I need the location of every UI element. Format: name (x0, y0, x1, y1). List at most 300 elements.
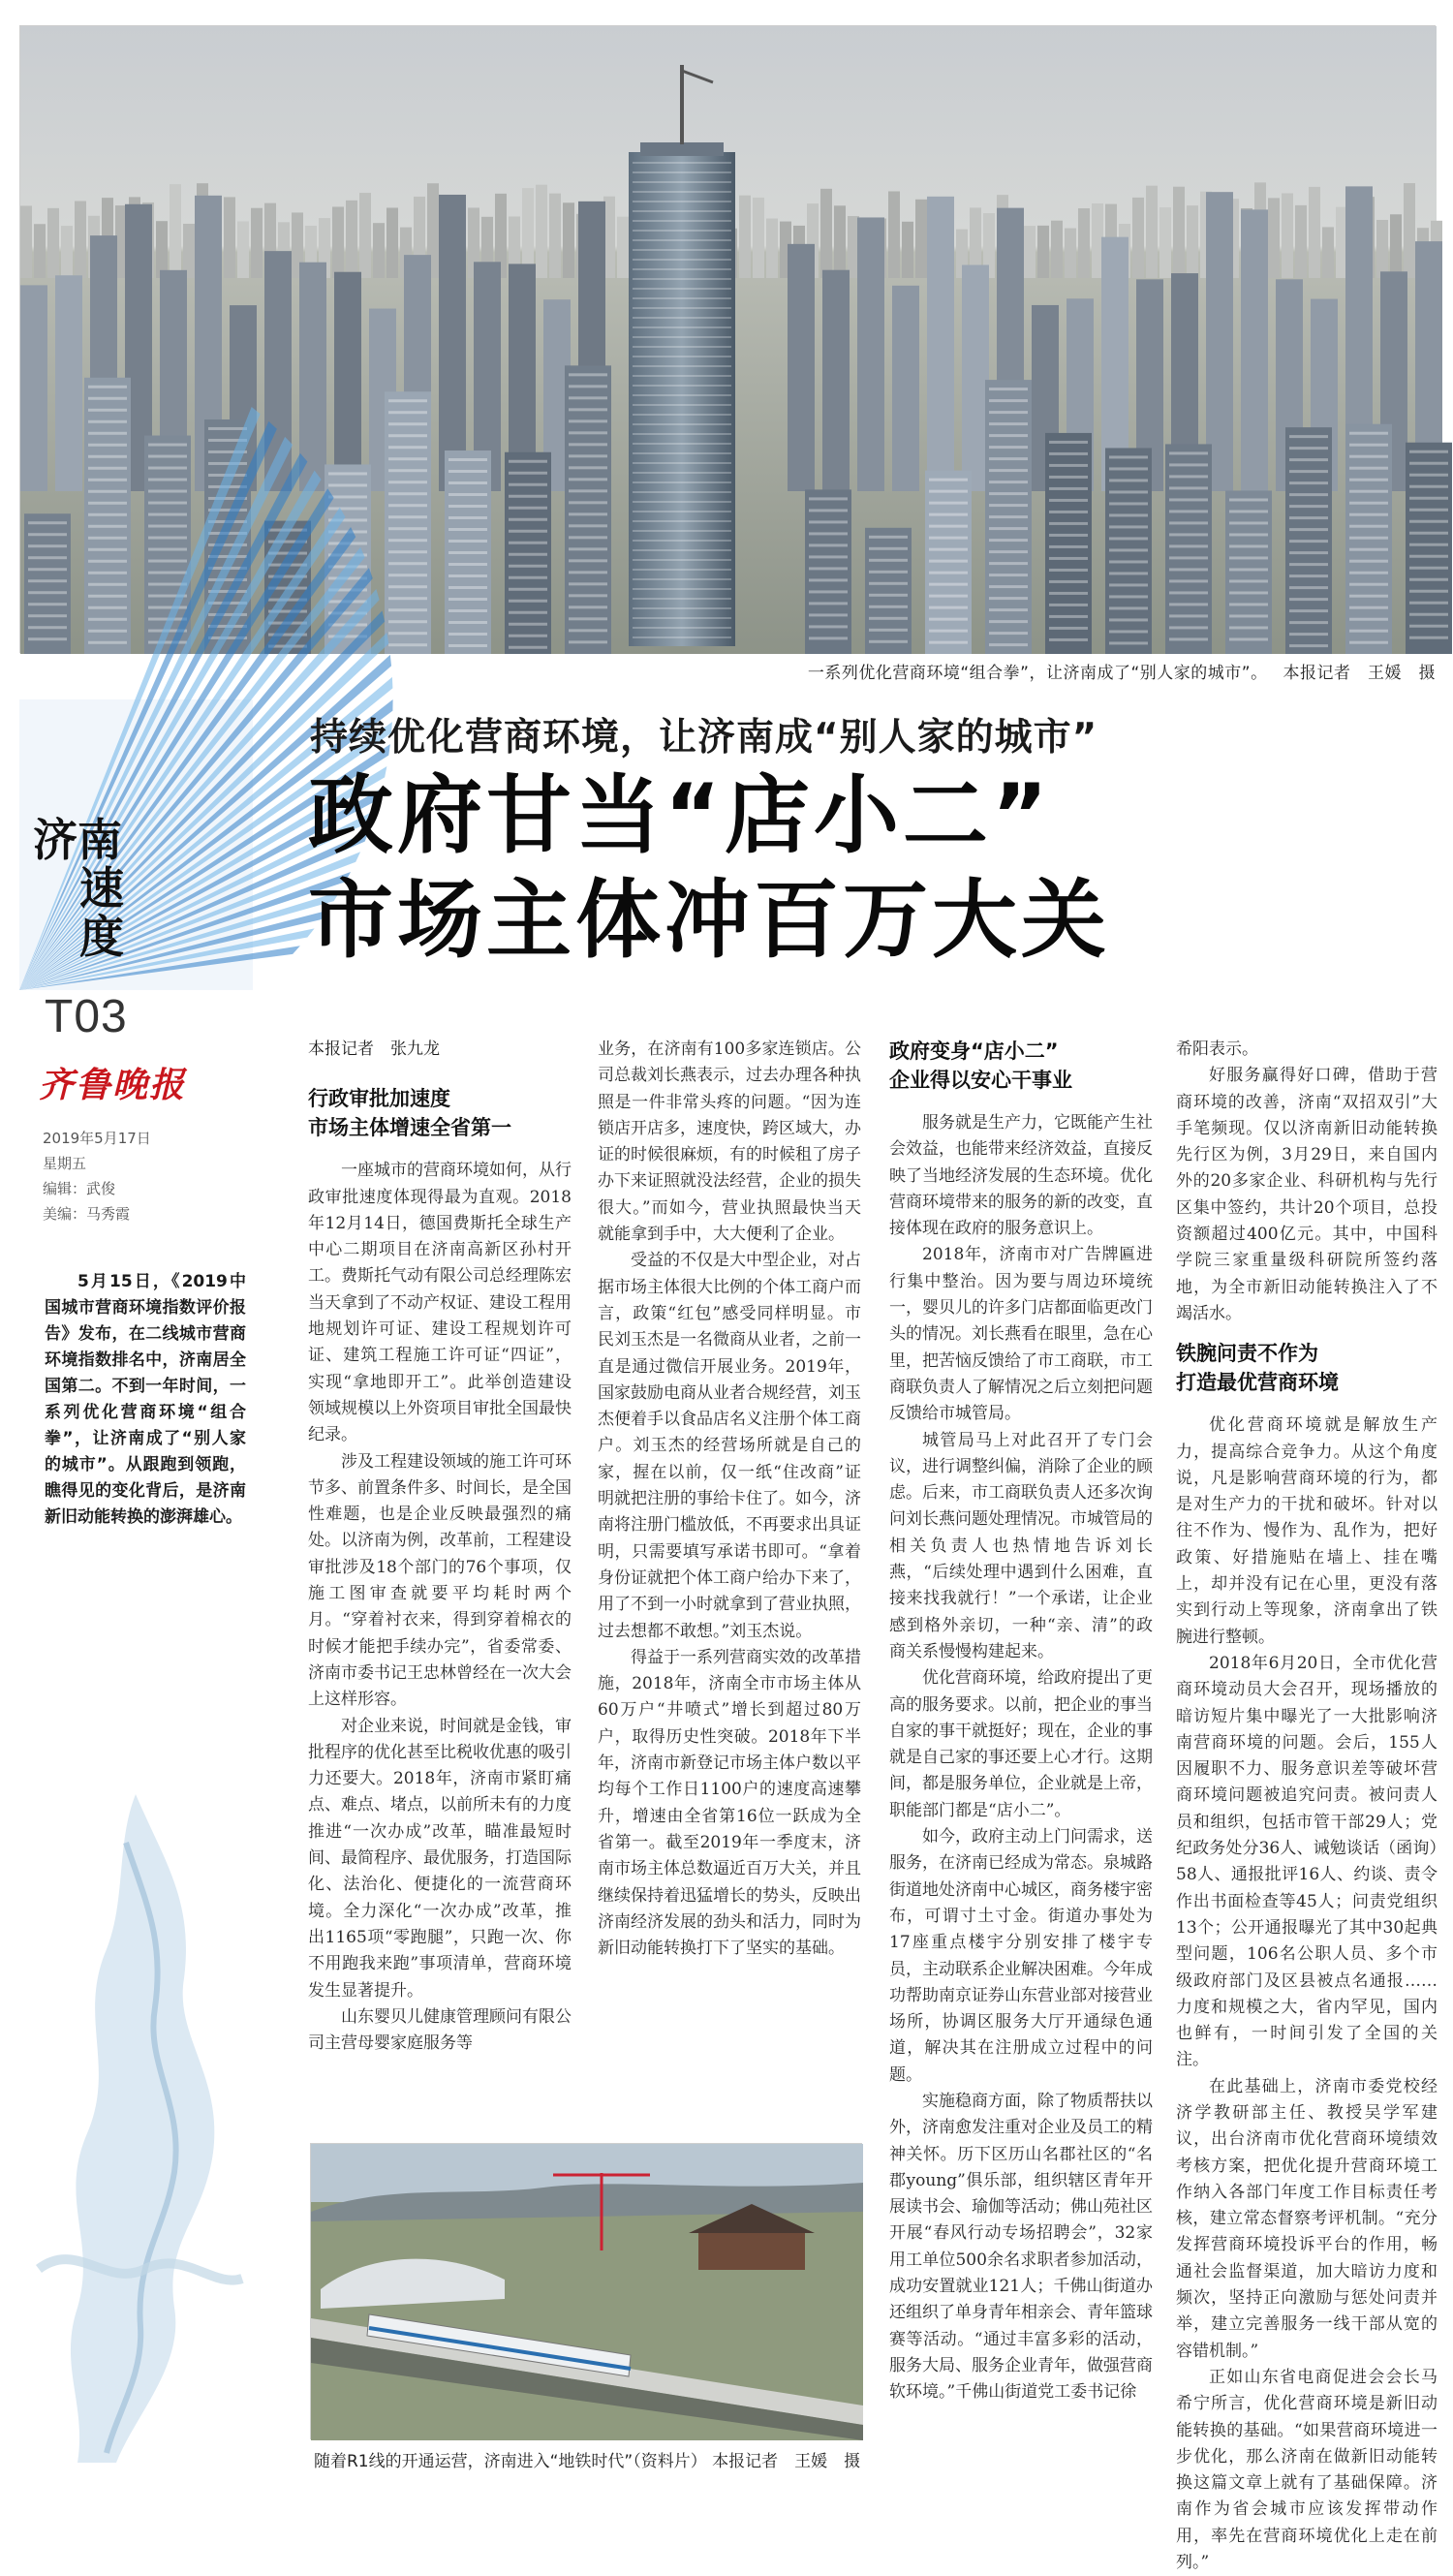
window-band (28, 556, 67, 559)
window-band (569, 408, 607, 411)
window-band (1289, 470, 1328, 473)
metro-photo (310, 2143, 862, 2439)
window-band (328, 472, 367, 475)
window-band (388, 620, 427, 623)
window-band (509, 553, 547, 556)
window-band (809, 532, 848, 535)
tower-window-band (633, 191, 731, 193)
window-band (388, 422, 427, 425)
window-band (509, 542, 547, 544)
tower-window-band (633, 220, 731, 222)
tower-window-band (633, 297, 731, 299)
window-band (1289, 458, 1328, 461)
distant-building (1173, 187, 1185, 278)
window-band (1289, 621, 1328, 624)
window-band (28, 637, 67, 640)
distant-building (170, 184, 181, 278)
mid-building (788, 244, 815, 491)
window-band (569, 617, 607, 620)
section-title-line2: 速度 (79, 862, 124, 963)
window-band (509, 507, 547, 510)
window-band (1049, 476, 1088, 479)
distant-building (739, 196, 751, 278)
window-band (28, 521, 67, 524)
window-band (448, 633, 487, 636)
tower-window-band (633, 540, 731, 542)
tower-window-band (633, 385, 731, 387)
subhead-service: 政府变身“店小二” 企业得以安心干事业 (889, 1040, 1072, 1092)
article-headline (308, 763, 1441, 973)
window-band (569, 582, 607, 585)
distant-building (1309, 187, 1320, 278)
window-band (929, 560, 968, 563)
distant-building (1051, 221, 1063, 278)
window-band (989, 446, 1028, 449)
issue-date: 2019年5月17日 (43, 1130, 151, 1147)
window-band (1289, 505, 1328, 508)
window-band (929, 502, 968, 505)
tower-window-band (633, 452, 731, 454)
tower-window-band (633, 627, 731, 629)
window-band (148, 455, 187, 458)
window-band (148, 525, 187, 528)
distant-building (1037, 226, 1049, 278)
window-band (88, 502, 127, 505)
front-building (1225, 490, 1272, 654)
window-band (88, 630, 127, 633)
window-band (88, 583, 127, 586)
window-band (1109, 548, 1148, 551)
window-band (388, 527, 427, 530)
window-band (1049, 452, 1088, 455)
window-band (1049, 487, 1088, 490)
tower-window-band (633, 201, 731, 202)
mid-building (55, 275, 82, 491)
distant-building (75, 202, 86, 278)
window-band (1229, 614, 1268, 617)
newspaper-logo: 齐鲁晚报 (39, 1065, 187, 1105)
window-band (88, 595, 127, 598)
paragraph: 业务，在济南有100多家连锁店。公司总裁刘长燕表示，过去办理各种执照是一件非常头疼的问题。“因为连锁店开店多，速度快，跨区域大，办证的时候很麻烦，有的时候租了房子办下来证照就没法经营，企业的损失很大。”而如今，营业执照最快当天就能拿到手中，大大便利了企业。 (598, 1040, 861, 1245)
distant-building (549, 194, 561, 278)
watercolor-map-graphic (19, 1785, 253, 2470)
window-band (1049, 580, 1088, 583)
window-band (1289, 551, 1328, 554)
tower-window-band (633, 181, 731, 183)
window-band (88, 420, 127, 423)
window-band (1289, 528, 1328, 531)
window-band (1289, 586, 1328, 589)
window-band (929, 583, 968, 586)
window-band (809, 602, 848, 605)
window-band (1409, 543, 1448, 546)
window-band (809, 497, 848, 500)
window-band (1409, 578, 1448, 581)
article-column-1 (308, 1037, 572, 2133)
window-band (388, 539, 427, 542)
tower-window-band (633, 491, 731, 493)
window-band (989, 527, 1028, 530)
window-band (1409, 590, 1448, 593)
window-band (1409, 613, 1448, 616)
window-band (1109, 479, 1148, 481)
window-band (569, 571, 607, 574)
mid-building (20, 285, 47, 491)
caption-text: 一系列优化营商环境“组合拳”，让济南成了“别人家的城市”。 (807, 664, 1268, 683)
window-band (1229, 510, 1268, 512)
distant-building (183, 224, 195, 278)
window-band (989, 643, 1028, 646)
window-band (509, 576, 547, 579)
window-band (88, 537, 127, 540)
window-band (569, 547, 607, 550)
window-band (569, 640, 607, 643)
window-band (208, 427, 247, 430)
tower-window-band (633, 162, 731, 164)
window-band (1349, 572, 1388, 574)
window-band (989, 550, 1028, 553)
window-band (1169, 451, 1208, 454)
window-band (1409, 555, 1448, 558)
distant-building (834, 205, 846, 278)
window-band (1169, 521, 1208, 524)
window-band (328, 483, 367, 486)
window-band (1349, 606, 1388, 609)
window-band (569, 385, 607, 388)
article-kicker: 持续优化营商环境，让济南成“别人家的城市” (310, 716, 1098, 760)
window-band (148, 548, 187, 551)
issue-weekday: 星期五 (43, 1155, 87, 1172)
window-band (28, 614, 67, 617)
window-band (1349, 560, 1388, 563)
tower-window-band (633, 617, 731, 619)
tower-window-band (633, 578, 731, 580)
window-band (1049, 545, 1088, 548)
window-band (1109, 467, 1148, 470)
window-band (869, 582, 908, 585)
paragraph: 得益于一系列营商实效的改革措施，2018年，济南全市市场主体从60万户“井喷式”增长到超过80万户，取得历史性突破。2018年下半年，济南市新登记市场主体户数以平均每个工作日1100户的速度高速攀升，增速由全省第16位一跃成为全省第一。截至2019年一季度末，济南市场主体总数逼近百万大关，并且继续保持着迅猛增长的势头，反映出济南经济发展的劲头和活力，同时为新旧动能转换打下了坚实的基础。 (598, 1647, 861, 1959)
mid-building (962, 264, 989, 491)
distant-building (766, 219, 778, 278)
window-band (1169, 603, 1208, 605)
tower-window-band (633, 210, 731, 212)
window-band (569, 605, 607, 608)
window-band (448, 563, 487, 566)
distant-building (34, 224, 46, 278)
top-photo-caption (564, 659, 1436, 683)
tower-window-band (633, 336, 731, 338)
tower-window-band (633, 462, 731, 464)
paragraph: 城管局马上对此召开了专门会议，进行调整纠偏，消除了企业的顾虑。后来，市工商联负责人还多次询问刘长燕问题处理情况。市城管局的相关负责人也热情地告诉刘长燕，“后续处理中遇到什么困难，直接来找我就行！”一个承诺，让企业感到格外亲切，一种“亲、清”的政商关系慢慢构建起来。 (889, 1430, 1153, 1661)
tower-window-band (633, 239, 731, 241)
window-band (989, 574, 1028, 576)
paragraph: 2018年，济南市对广告牌匾进行集中整治。因为要与周边环境统一，婴贝儿的许多门店都面临更改门头的情况。刘长燕看在眼里，急在心里，把苦恼反馈给了市工商联，市工商联负责人了解情况之后立刻把问题反馈给市城管局。 (889, 1245, 1153, 1424)
window-band (148, 513, 187, 516)
window-band (1349, 432, 1388, 435)
window-band (1169, 510, 1208, 512)
window-band (88, 409, 127, 412)
window-band (509, 495, 547, 498)
window-band (1289, 609, 1328, 612)
window-band (388, 492, 427, 495)
tower-window-band (633, 636, 731, 638)
paragraph: 实施稳商方面，除了物质帮扶以外，济南愈发注重对企业及员工的精神关怀。历下区历山名郡社区的“名郡young”俱乐部，组织辖区青年开展读书会、瑜伽等活动；佛山苑社区开展“春风行动专场招聘会”，32家用工单位500余名求职者参加活动，成功安置就业121人；千佛山街道办还组织了单身青年相亲会、青年篮球赛等活动。“通过丰富多彩的活动，服务大局、服务企业青年，做强营商软环境。”千佛山街道党工委书记徐 (889, 2091, 1153, 2403)
window-band (448, 516, 487, 519)
window-band (1109, 630, 1148, 633)
distant-building (224, 197, 235, 278)
tower-window-band (633, 365, 731, 367)
distant-building (1065, 229, 1076, 278)
window-band (1049, 557, 1088, 560)
tower-window-band (633, 520, 731, 522)
window-band (1109, 537, 1148, 540)
window-band (1109, 606, 1148, 609)
window-band (148, 641, 187, 644)
window-band (569, 524, 607, 527)
tower-window-band (633, 307, 731, 309)
window-band (1409, 567, 1448, 570)
window-band (1049, 604, 1088, 606)
tower-window-band (633, 317, 731, 319)
window-band (28, 603, 67, 605)
paragraph: 好服务赢得好口碑，借助于营商环境的改善，济南“双招双引”大手笔频现。仅以济南新旧动能转换先行区为例，3月29日，来自国内外的20多家企业、科研机构与先行区集中签约，共计20个项目，总投资额超过400亿元。其中，中国科学院三家重量级科研院所签约落地，为全市新旧动能转换注入了不竭活水。 (1176, 1066, 1438, 1323)
window-band (388, 434, 427, 437)
mid-building (299, 263, 326, 491)
photo-credit: 本报记者 王媛 摄 (1283, 664, 1436, 683)
tower-window-band (633, 501, 731, 503)
tower-window-band (633, 530, 731, 532)
window-band (1169, 544, 1208, 547)
window-band (929, 490, 968, 493)
window-band (869, 640, 908, 643)
window-band (809, 578, 848, 581)
window-band (88, 572, 127, 574)
window-band (989, 585, 1028, 588)
window-band (1169, 533, 1208, 536)
window-band (929, 641, 968, 644)
distant-building (373, 223, 385, 278)
paragraph: 正如山东省电商促进会会长马希宁所言，优化营商环境是新旧动能转换的基础。“如果营商环境进一步优化，那么济南在做新旧动能转换这篇文章上就有了基础保障。济南作为省会城市应该发挥带动作用，率先在营商环境优化上走在前列。” (1176, 2367, 1438, 2573)
window-band (989, 388, 1028, 390)
distant-building (156, 221, 168, 278)
article-column-3 (889, 1037, 1153, 2470)
window-band (1409, 636, 1448, 639)
window-band (1169, 486, 1208, 489)
window-band (448, 528, 487, 531)
window-band (1289, 633, 1328, 636)
window-band (448, 458, 487, 461)
tower-window-band (633, 549, 731, 551)
window-band (1289, 563, 1328, 566)
tower-window-band (633, 394, 731, 396)
distant-building (1322, 227, 1334, 278)
window-band (1109, 560, 1148, 563)
window-band (509, 646, 547, 649)
metro-train-illustration (311, 2144, 863, 2440)
headline-line2: 市场主体冲百万大关 (308, 870, 1111, 970)
window-band (1409, 509, 1448, 512)
window-band (929, 595, 968, 598)
tower-window-band (633, 404, 731, 406)
distant-building (1282, 193, 1293, 278)
distant-building (237, 221, 249, 278)
distant-building (47, 208, 59, 278)
section-title-line1: 济南 (33, 814, 122, 866)
window-band (989, 562, 1028, 565)
tower-window-band (633, 588, 731, 590)
photo-credit: 本报记者 王媛 摄 (712, 2452, 861, 2471)
sidebar-banner (19, 699, 253, 990)
window-band (388, 469, 427, 472)
window-band (1109, 525, 1148, 528)
distant-building (888, 191, 900, 278)
tower-window-band (633, 481, 731, 483)
window-band (388, 597, 427, 600)
window-band (569, 594, 607, 597)
front-building (865, 528, 912, 654)
window-band (809, 625, 848, 628)
window-band (1229, 498, 1268, 501)
window-band (1229, 568, 1268, 571)
window-band (1109, 641, 1148, 644)
window-band (148, 560, 187, 563)
window-band (388, 608, 427, 611)
window-band (148, 479, 187, 481)
window-band (869, 571, 908, 574)
distant-building (902, 222, 913, 278)
tower-window-band (633, 375, 731, 377)
paragraph: 涉及工程建设领域的施工许可环节多、前置条件多、时间长，是全国性难题，也是企业反映最强烈的痛处。以济南为例，改革前，工程建设审批涉及18个部门的76个事项，仅施工图审查就要平均耗时两个月。“穿着衬衣来，得到穿着棉衣的时候才能把手续办完”，省委常委、济南市委书记王忠林曾经在一次大会上这样形容。 (308, 1451, 572, 1710)
window-band (1349, 595, 1388, 598)
window-band (809, 613, 848, 616)
window-band (929, 513, 968, 516)
window-band (1169, 568, 1208, 571)
window-band (869, 536, 908, 539)
window-band (88, 641, 127, 644)
window-band (1109, 513, 1148, 516)
window-band (1109, 490, 1148, 493)
window-band (869, 605, 908, 608)
window-band (989, 434, 1028, 437)
distant-building (820, 189, 832, 278)
window-band (1289, 435, 1328, 438)
window-band (1349, 467, 1388, 470)
window-band (28, 626, 67, 629)
window-band (809, 590, 848, 593)
window-band (989, 492, 1028, 495)
paragraph: 2018年6月20日，全市优化营商环境动员大会召开，现场播放的暗访短片集中曝光了一大批影响济南营商环境的问题。会后，155人因履职不力、服务意识差等破坏营商环境问题被追究问责。被问责人员和组织，包括市管干部29人；党纪政务处分36人、诫勉谈话（函询）58人、通报批评16人、约谈、责令作出书面检查等45人；问责党组织13个；公开通报曝光了其中30起典型问题，106名公职人员、多个市级政府部门及区县被点名通报……力度和规模之大，省内罕见，国内也鲜有，一时间引发了全国的关注。 (1176, 1653, 1438, 2070)
window-band (1169, 475, 1208, 478)
window-band (569, 396, 607, 399)
distant-building (1404, 183, 1415, 278)
window-band (148, 537, 187, 540)
window-band (929, 618, 968, 621)
window-band (809, 636, 848, 639)
window-band (148, 572, 187, 574)
tower-window-band (633, 559, 731, 561)
distant-building (915, 200, 927, 278)
window-band (1169, 591, 1208, 594)
window-band (509, 611, 547, 614)
window-band (1349, 513, 1388, 516)
window-band (448, 586, 487, 589)
window-band (1229, 556, 1268, 559)
distant-building (563, 202, 574, 278)
window-band (1049, 569, 1088, 572)
window-band (148, 467, 187, 470)
window-band (929, 537, 968, 540)
window-band (328, 495, 367, 498)
paragraph: 一座城市的营商环境如何，从行政审批速度体现得最为直观。2018年12月14日，德国费斯托全球生产中心二期项目在济南高新区孙村开工。费斯托气动有限公司总经理陈宏当天拿到了不动产权证、建设工程用地规划许可证、建设工程规划许可证、建筑工程施工许可证“四证”，实现“拿地即开工”。此举创造建设领域规模以上外资项目审批全国最快纪录。 (308, 1161, 572, 1445)
window-band (569, 501, 607, 504)
window-band (989, 399, 1028, 402)
window-band (1289, 540, 1328, 543)
window-band (569, 512, 607, 515)
window-band (869, 559, 908, 562)
window-band (148, 490, 187, 493)
tower-window-band (633, 607, 731, 609)
window-band (28, 533, 67, 536)
window-band (869, 617, 908, 620)
window-band (148, 444, 187, 447)
article-byline: 本报记者 张九龙 (308, 1040, 440, 1059)
tower-window-band (633, 569, 731, 571)
window-band (1229, 591, 1268, 594)
window-band (569, 629, 607, 632)
distant-building (20, 205, 32, 278)
window-band (28, 579, 67, 582)
intro-summary: 5月15日，《2019中国城市营商环境指数评价报告》发布，在二线城市营商环境指数排名中，济南居全国第二。不到一年时间，一系列优化营商环境“组合拳”，让济南成了“别人家的城市”。从跟跑到领跑，瞧得见的变化背后，是济南新旧动能转换的澎湃雄心。 (45, 1272, 246, 1527)
window-band (1349, 490, 1388, 493)
window-band (1109, 583, 1148, 586)
tower-window-band (633, 433, 731, 435)
window-band (989, 515, 1028, 518)
window-band (1349, 479, 1388, 481)
window-band (88, 606, 127, 609)
window-band (88, 513, 127, 516)
paragraph: 服务就是生产力，它既能产生社会效益，也能带来经济效益，直接反映了当地经济发展的生态环境。优化营商环境带来的服务的新的改变，直接体现在政府的服务意识上。 (889, 1113, 1153, 1239)
window-band (28, 568, 67, 571)
window-band (88, 432, 127, 435)
page-number: T03 (45, 991, 128, 1042)
tower-window-band (633, 598, 731, 600)
caption-text: 随着R1线的开通运营，济南进入“地铁时代”（资料片） (314, 2452, 707, 2471)
window-band (569, 419, 607, 422)
distant-building (359, 193, 371, 278)
front-building (805, 489, 851, 654)
window-band (388, 562, 427, 565)
window-band (1049, 592, 1088, 595)
window-band (1229, 579, 1268, 582)
window-band (1049, 522, 1088, 525)
window-band (1349, 583, 1388, 586)
mid-building (892, 286, 919, 491)
tower-window-band (633, 356, 731, 357)
window-band (88, 490, 127, 493)
tower-window-band (633, 414, 731, 416)
window-band (1049, 534, 1088, 537)
window-band (388, 504, 427, 507)
window-band (448, 470, 487, 473)
window-band (1409, 450, 1448, 453)
window-band (1229, 637, 1268, 640)
window-band (1289, 493, 1328, 496)
window-band (388, 399, 427, 402)
window-band (929, 479, 968, 481)
article-column-2 (598, 1037, 861, 2133)
window-band (28, 591, 67, 594)
window-band (869, 629, 908, 632)
